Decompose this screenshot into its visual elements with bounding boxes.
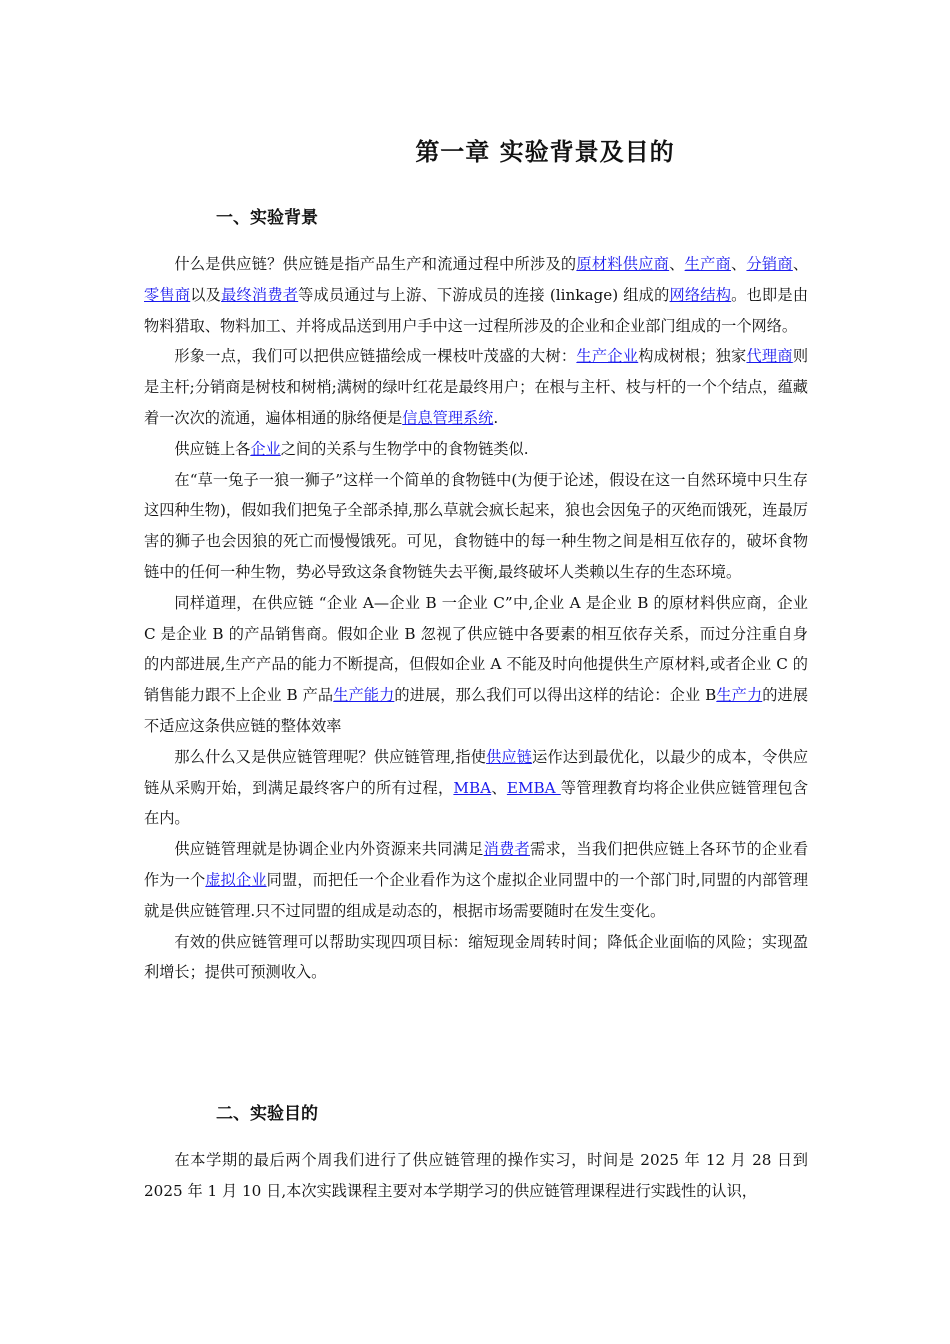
section-heading-purpose: 二、实验目的 — [216, 1104, 318, 1124]
paragraph-virtual-enterprise: 供应链管理就是协调企业内外资源来共同满足消费者需求，当我们把供应链上各环节的企业看作为一个虚拟企业同盟，而把任一个企业看作为这个虚拟企业同盟中的一个部门时,同盟的内部管理就是供应链管理.只不过同盟的组成是动态的，根据市场需要随时在发生变化。 — [144, 840, 809, 920]
link-emba[interactable]: EMBA — [506, 778, 561, 797]
link-productivity[interactable]: 生产力 — [716, 686, 763, 705]
link-raw-material-supplier[interactable]: 原材料供应商 — [576, 255, 670, 273]
paragraph-tree-metaphor: 形象一点，我们可以把供应链描绘成一棵枝叶茂盛的大树：生产企业构成树根；独家代理商则是主杆;分销商是树枝和树梢;满树的绿叶红花是最终用户；在根与主杆、枝与杆的一个个结点，蕴藏着一次次的流通，遍体相通的脉络便是信息管理系统. — [144, 347, 809, 427]
link-information-management-system[interactable]: 信息管理系统 — [402, 408, 494, 427]
link-manufacturer[interactable]: 生产商 — [684, 255, 731, 273]
paragraph-supply-chain-definition: 什么是供应链？供应链是指产品生产和流通过程中所涉及的原材料供应商、生产商、分销商、零售商以及最终消费者等成员通过与上游、下游成员的连接 (linkage) 组成的网络结构。也即是由物料猎取、物料加工、并将成品送到用户手中这一过程所涉及的企业和企业部门组成的一个网络。 — [144, 255, 809, 335]
link-retailer[interactable]: 零售商 — [144, 285, 191, 304]
section-heading-background: 一、实验背景 — [216, 208, 318, 228]
link-end-consumer[interactable]: 最终消费者 — [221, 285, 299, 304]
link-agent[interactable]: 代理商 — [746, 347, 793, 366]
section-body-background — [144, 249, 808, 988]
link-supply-chain[interactable]: 供应链 — [486, 747, 533, 766]
link-distributor[interactable]: 分销商 — [746, 255, 793, 273]
link-production-capacity[interactable]: 生产能力 — [333, 686, 395, 705]
paragraph-scm-goals: 有效的供应链管理可以帮助实现四项目标：缩短现金周转时间；降低企业面临的风险；实现盈利增长；提供可预测收入。 — [144, 932, 808, 982]
link-virtual-enterprise[interactable]: 虚拟企业 — [205, 870, 267, 889]
paragraph-enterprise-chain: 同样道理，在供应链 “企业 A—企业 B 一企业 C”中,企业 A 是企业 B 的原材料供应商，企业 C 是企业 B 的产品销售商。假如企业 B 忽视了供应链中各要素的相互依存关系，而过分注重自身的内部进展,生产产品的能力不断提高，但假如企业 A 不能及时向他提供生产原材料,或者企业 C 的销售能力跟不上企业 B 产品生产能力的进展，那么我们可以得出这样的结论：企业 B生产力的进展不适应这条供应链的整体效率 — [144, 593, 809, 735]
section-body-purpose — [144, 1145, 808, 1207]
link-network-structure[interactable]: 网络结构 — [669, 285, 732, 304]
link-mba[interactable]: MBA — [453, 778, 492, 797]
paragraph-practice-description: 在本学期的最后两个周我们进行了供应链管理的操作实习，时间是 2025 年 12 月 28 日到 2025 年 1 月 10 日,本次实践课程主要对本学期学习的供应链管理课程进行实践性的认识， — [144, 1151, 808, 1200]
paragraph-food-chain-example: 在“草一兔子一狼一狮子”这样一个简单的食物链中(为便于论述，假设在这一自然环境中只生存这四种生物)，假如我们把兔子全部杀掉,那么草就会疯长起来，狼也会因兔子的灭绝而饿死，连最厉害的狮子也会因狼的死亡而慢慢饿死。可见，食物链中的每一种生物之间是相互依存的，破坏食物链中的任何一种生物，势必导致这条食物链失去平衡,最终破坏人类赖以生存的生态环境。 — [144, 470, 808, 581]
link-production-enterprise[interactable]: 生产企业 — [576, 347, 639, 366]
link-consumer[interactable]: 消费者 — [483, 840, 530, 859]
link-enterprise[interactable]: 企业 — [250, 439, 281, 458]
paragraph-scm-definition: 那么什么又是供应链管理呢？供应链管理,指使供应链运作达到最优化，以最少的成本，令供应链从采购开始，到满足最终客户的所有过程，MBA、EMBA 等管理教育均将企业供应链管理包含在内。 — [144, 747, 809, 828]
chapter-title: 第一章 实验背景及目的 — [415, 138, 675, 166]
paragraph-food-chain-analogy: 供应链上各企业之间的关系与生物学中的食物链类似. — [174, 439, 529, 458]
